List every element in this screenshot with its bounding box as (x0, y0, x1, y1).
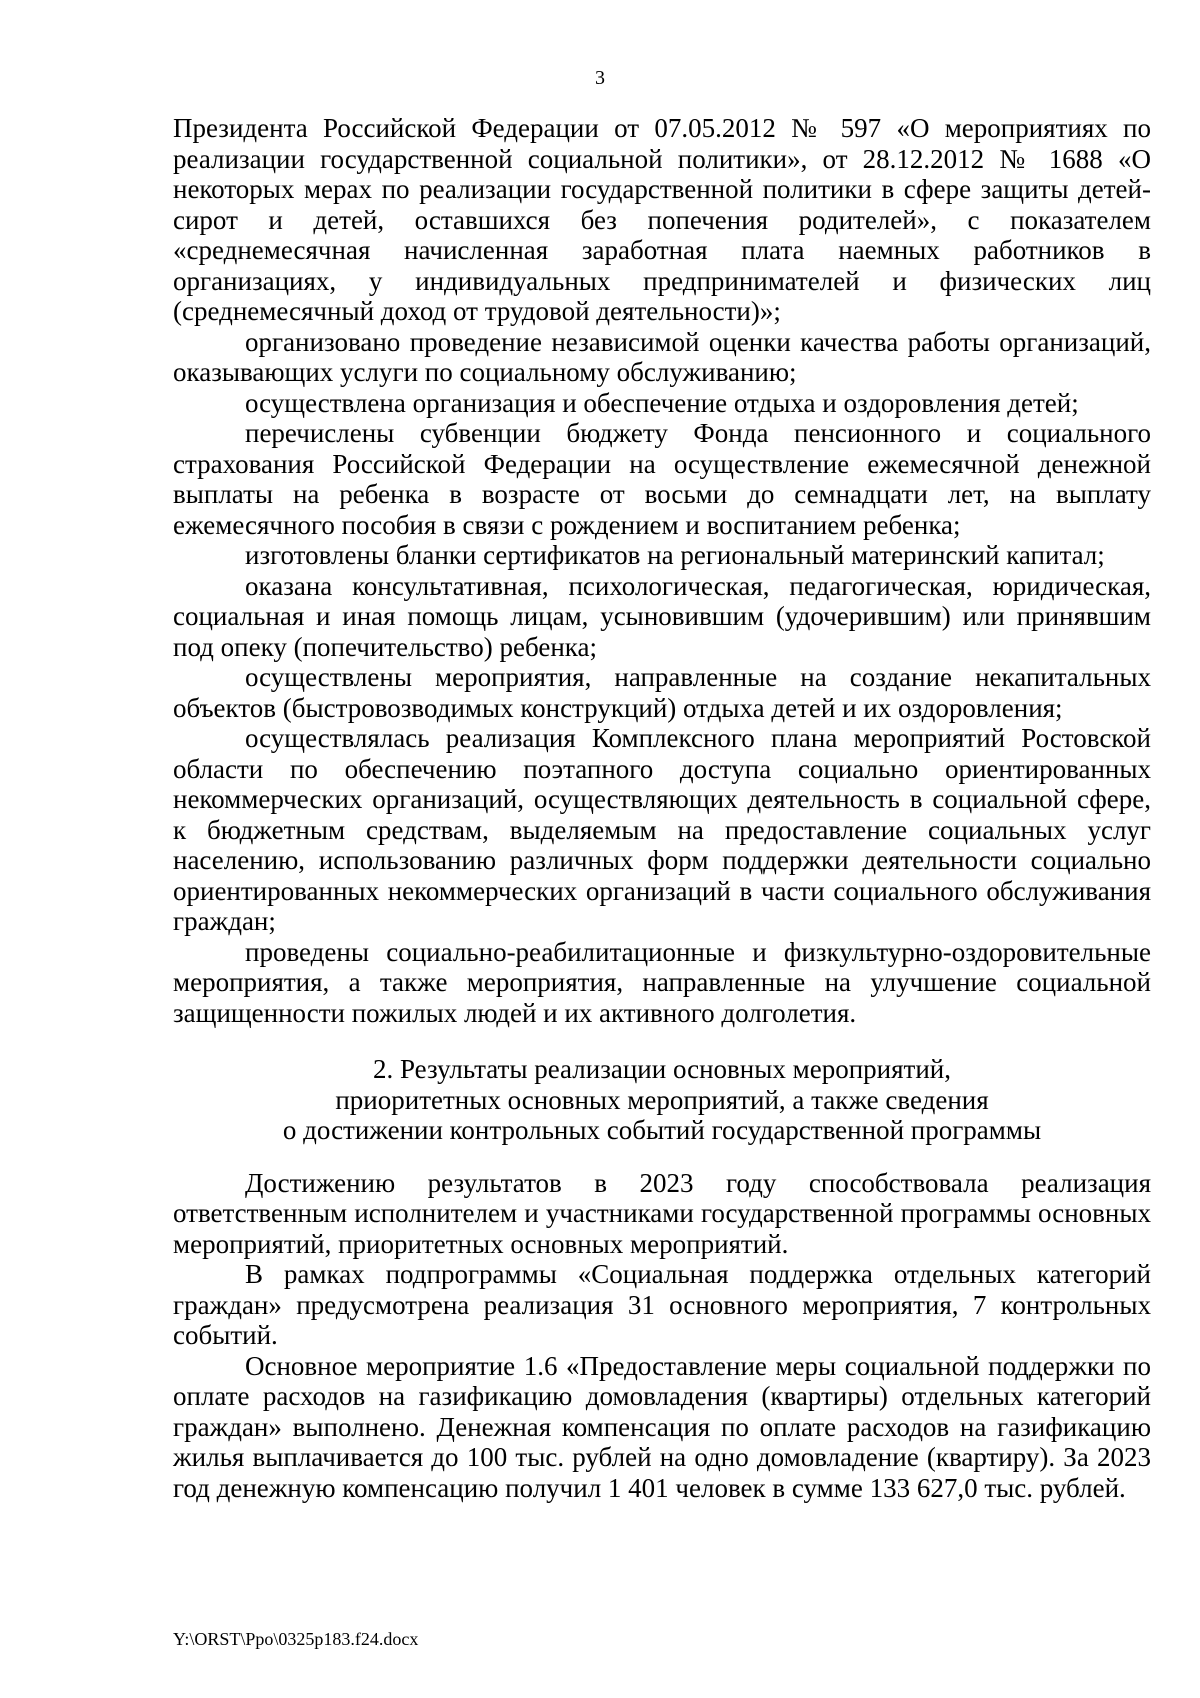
document-body (173, 113, 1151, 1503)
paragraph: организовано проведение независимой оценки качества работы организаций, оказывающих услуги по социальному обслуживанию; (173, 326, 1151, 387)
paragraph: перечислены субвенции бюджету Фонда пенсионного и социального страхования Российской Федерации на осуществление ежемесячной денежной выплаты на ребенка в возрасте от восьми до семнадцати лет, на выплату ежемесячного пособия в связи с рождением и воспитанием ребенка; (173, 418, 1151, 540)
paragraph: осуществлена организация и обеспечение отдыха и оздоровления детей; (245, 387, 1079, 418)
paragraph: Основное мероприятие 1.6 «Предоставление меры социальной поддержки по оплате расходов на газификацию домовладения (квартиры) отдельных категорий граждан» выполнено. Денежная компенсация по оплате расходов на газификацию жилья выплачивается до 100 тыс. рублей на одно домовладение (квартиру). За 2023 год денежную компенсацию получил 1 401 человек в сумме 133 627,0 тыс. рублей. (173, 1350, 1151, 1503)
footer-file-path: Y:\ORST\Ppo\0325p183.f24.docx (173, 1629, 419, 1649)
paragraph: проведены социально-реабилитационные и физкультурно-оздоровительные мероприятия, а также мероприятия, направленные на улучшение социальной защищенности пожилых людей и их активного долголетия. (173, 936, 1151, 1028)
paragraph: изготовлены бланки сертификатов на региональный материнский капитал; (245, 540, 1105, 570)
paragraph: Достижению результатов в 2023 году способствовала реализация ответственным исполнителем и участниками государственной программы основных мероприятий, приоритетных основных мероприятий. (173, 1167, 1151, 1259)
paragraph: оказана консультативная, психологическая, педагогическая, юридическая, социальная и иная помощь лицам, усыновившим (удочерившим) или принявшим под опеку (попечительство) ребенка; (173, 570, 1151, 662)
paragraph: осуществлялась реализация Комплексного плана мероприятий Ростовской области по обеспечению поэтапного доступа социально ориентированных некоммерческих организаций, осуществляющих деятельность в социальной сфере, к бюджетным средствам, выделяемым на предоставление социальных услуг населению, использованию различных форм поддержки деятельности социально ориентированных некоммерческих организаций в части социального обслуживания граждан; (173, 723, 1151, 936)
section-heading-line: о достижении контрольных событий государственной программы (282, 1115, 1042, 1145)
section-heading-line: приоритетных основных мероприятий, а также сведения (335, 1084, 989, 1115)
page-number: 3 (595, 67, 605, 89)
paragraph: Президента Российской Федерации от 07.05.2012 № 597 «О мероприятиях по реализации государственной социальной политики», от 28.12.2012 № 1688 «О некоторых мерах по реализации государственной политики в сфере защиты детей-сирот и детей, оставшихся без попечения родителей», с показателем «среднемесячная начисленная заработная плата наемных работников в организациях, у индивидуальных предпринимателей и физических лиц (среднемесячный доход от трудовой деятельности)»; (173, 113, 1151, 326)
section-heading-line: 2. Результаты реализации основных мероприятий, (373, 1054, 951, 1084)
paragraph: осуществлены мероприятия, направленные на создание некапитальных объектов (быстровозводимых конструкций) отдыха детей и их оздоровления; (173, 662, 1151, 723)
section-heading (173, 1054, 1151, 1146)
paragraph: В рамках подпрограммы «Социальная поддержка отдельных категорий граждан» предусмотрена реализация 31 основного мероприятия, 7 контрольных событий. (173, 1259, 1151, 1350)
